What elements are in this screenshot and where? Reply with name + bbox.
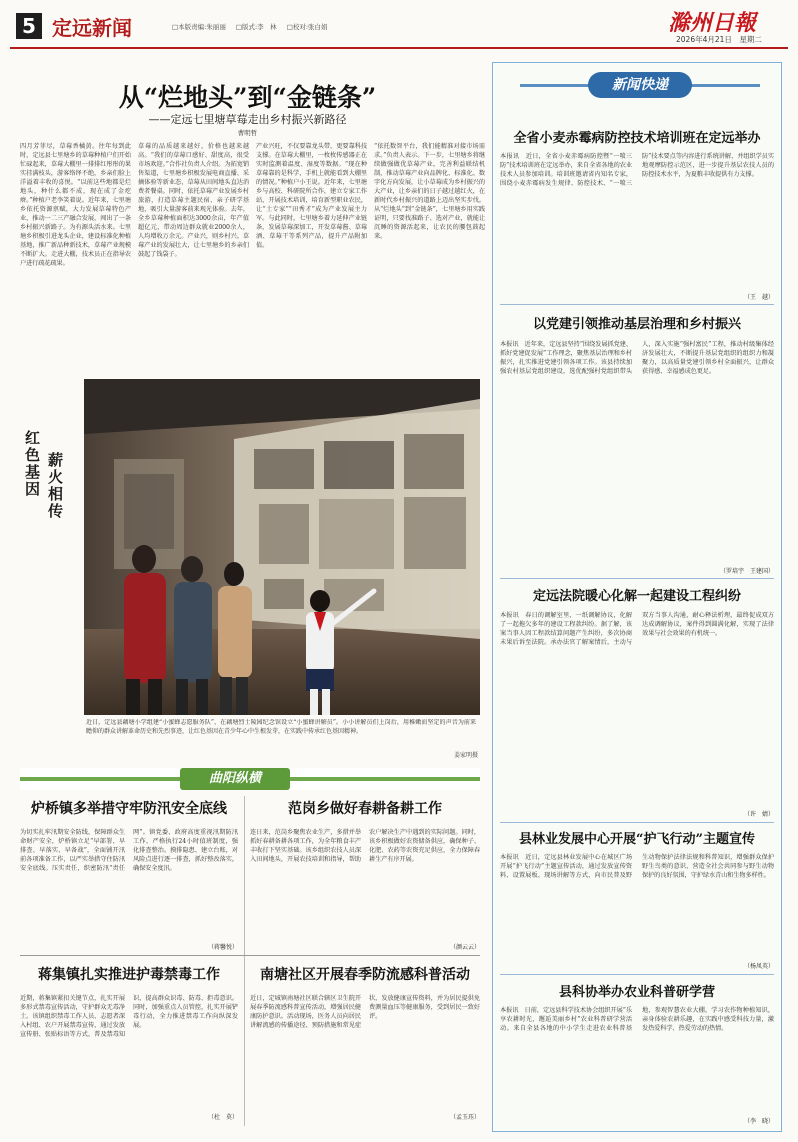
quyang-article-3-author: （杜 莫） <box>207 1114 238 1121</box>
flash-article-5-body: 本报讯 日前，定远县科学技术协会组织开展“乐享农耕时光，邂逅美丽乡村”农业科普研学营活动。来自全县各地的中小学生走进农业科普基地，参观智慧农业大棚，学习农作物种植知识，亲身体验农耕乐趣，在实践中感受科技力量，激发热爱科学、热爱劳动的热情。 <box>500 1007 774 1032</box>
feature-photo <box>84 379 480 715</box>
flash-article-5-author: （李 晓） <box>743 1118 774 1125</box>
photo-vertical-title <box>22 430 64 630</box>
vertical-title-line-2: 薪火相传 <box>46 452 64 520</box>
quyang-article-4-body: 近日，定城镇南塘社区联合辖区卫生院开展春季防流感科普宣传活动，增强居民健康防护意识。活动现场，医务人员向居民讲解流感的传播途径、预防措施和常见症状，发放健康宣传资料，并为居民提供免费测量血压等健康服务，受到居民一致好评。 <box>250 995 480 1029</box>
quyang-article-1-body: 为切实扎牢汛期安全防线，保障群众生命财产安全，炉桥镇立足“早部署、早排查、早落实、早备战”，全面铺开汛前各项准备工作，以严实举措守住防汛安全底线。压实责任，织密防汛“责任网”。镇党委、政府高度重视汛期防汛工作，严格执行24小时值班制度，强化排查整治。摸排隐患、建立台账，对风险点进行逐一排查，抓好整改落实，确保安全度汛。 <box>20 829 238 872</box>
news-flash-banner <box>520 70 760 102</box>
banner-label-box: 曲阳纵横 <box>180 768 290 790</box>
page-number-badge: 5 <box>16 13 42 39</box>
museum-photo-illustration <box>84 379 480 715</box>
lead-column-4: “依托数智平台，我们能精准对接市场需求。”负责人表示。下一步，七里塘乡将继续做强做优草莓产业，完善利益联结机制，推动草莓产业向品牌化、标准化、数字化方向发展，让小草莓成为乡村振兴的大产业，让乡亲们的日子越过越红火，在新时代乡村振兴的道路上迈出坚实步伐。从“烂地头”到“金链条”，七里塘乡用实践证明，只要找准路子、选对产业，就能让沉睡的资源活起来，让农民的腰包鼓起来。 <box>374 143 485 240</box>
layout-credit: □版式:李 林 <box>235 23 277 31</box>
quyang-article-2-title: 范岗乡做好春耕备耕工作 <box>288 801 442 817</box>
lead-column-3: 产业兴旺，不仅要靠龙头带，更要靠科技支撑。在草莓大棚里，一枚枚传感器正在实时监测着温度、湿度等数据。“现在种草莓靠的是科学，手机上就能看到大棚里的情况。”种植户小王说。近年来，七里塘乡与高校、科研院所合作，建立专家工作站，开展技术培训，培育新型职业农民，让“土专家”“田秀才”成为产业发展主力军。与此同时，七里塘乡着力延伸产业链条，发展草莓深加工，开发草莓酱、草莓酒、草莓干等系列产品，提升产品附加值。 <box>256 143 367 249</box>
section-title: 定远新闻 <box>52 16 132 40</box>
quyang-article-4-author: （孟玉珏） <box>449 1114 480 1121</box>
flash-divider <box>500 974 774 975</box>
flash-article-1-author: （王 越） <box>743 294 774 301</box>
flash-article-2-body: 本报讯 近年来，定远县坚持“围绕发展抓党建、抓好党建促发展”工作理念，聚焦基层治理和乡村振兴，扎实推进党建引领各项工作。该县持续加强农村基层党组织建设，选优配强村党组织带头人，深入实施“强村富民”工程，推动村级集体经济发展壮大，不断提升基层党组织的组织力和凝聚力，以高质量党建引领乡村全面振兴，让群众获得感、幸福感成色更足。 <box>500 341 774 375</box>
quyang-article-4-title: 南塘社区开展春季防流感科普活动 <box>260 967 470 983</box>
flash-article-4-body: 本报讯 近日，定远县林业发展中心在城区广场开展“护飞行动”主题宣传活动，通过发放宣传资料、设置展板、现场讲解等方式，向市民普及野生动物保护法律法规和科普知识，增强群众保护野生鸟类的意识，营造全社会共同参与野生动物保护的良好氛围，守护绿水青山和生物多样性。 <box>500 854 774 879</box>
flash-article-2-author: （罗培宇 王建国） <box>719 568 774 575</box>
lead-column-1: 四月芳菲尽，草莓香橘黄。往年每到此时，定远县七里塘乡的草莓种植户们开始忙碌起来，草莓大棚里一排排红彤彤的果实挂满枝头，游客络绎不绝，乡亲们脸上洋溢着丰收的喜悦。“以前这些地都是烂地头，种什么都不成，现在成了金疙瘩。”种植户老李笑着说。近年来，七里塘乡依托资源禀赋，大力发展草莓特色产业，推动一二三产融合发展，闯出了一条乡村振兴新路子。为有源头活水来。七里塘乡积极引进龙头企业，建设标准化种植基地，推广新品种新技术，草莓产业规模不断扩大。走进大棚，技术员正在指导农户进行疏花疏果。 <box>20 143 131 267</box>
flash-article-3-author: （许 婧） <box>743 811 774 818</box>
column-divider <box>244 796 245 1126</box>
flash-article-3-title: 定远法院暖心化解一起建设工程纠纷 <box>532 589 741 604</box>
quyang-article-3-body: 近期，蒋集镇紧扣关键节点，扎实开展多形式禁毒宣传活动，守护群众无毒净土。该镇组织禁毒工作人员、志愿者深入村组、农户开展禁毒宣传，通过发放宣传册、张贴标语等方式，普及禁毒知识，提高群众识毒、防毒、拒毒意识。同时，加强重点人员管控，扎实开展铲毒行动，全力推进禁毒工作向纵深发展。 <box>20 995 238 1038</box>
lead-subheadline: ——定远七里塘草莓走出乡村振兴新路径 <box>148 113 347 126</box>
lead-byline: 曹明哲 <box>237 129 258 137</box>
lead-headline: 从“烂地头”到“金链条” <box>118 83 377 112</box>
page-header <box>0 0 798 50</box>
editor-credits <box>172 22 328 31</box>
photo-caption: 近日，定远县藕塘小学组建“小蜜蜂志愿服务队”，在藕塘烈士陵园纪念馆设立“小蜜蜂讲解员”。小小讲解员们上岗后，用稚嫩而坚定的声音为前来瞻仰的群众讲解革命历史和先烈事迹，让红色基因在青少年心中生根发芽，在实践中传承红色基因精神。 <box>86 719 476 735</box>
quyang-article-2-author: （颜云云） <box>449 944 480 951</box>
quyang-article-1-title: 炉桥镇多举措守牢防汛安全底线 <box>31 801 227 817</box>
vertical-title-line-1: 红色基因 <box>23 430 41 498</box>
flash-article-3-body: 本报讯 春日的调解室里，一纸调解协议，化解了一起拖欠多年的建设工程款纠纷。据了解，该案当事人因工程款结算问题产生纠纷，多次协商未果后诉至法院。承办法官了解案情后，主动与双方当事人沟通，耐心释法析理，最终促成双方达成调解协议，案件得到圆满化解，实现了法律效果与社会效果的有机统一。 <box>500 612 774 646</box>
quyang-article-2-body: 连日来，范岗乡聚焦农业生产，多措并举抓好春耕备耕各项工作，为全年粮食丰产丰收打下坚实基础。该乡组织农技人员深入田间地头，开展农技培训和指导，帮助农户解决生产中遇到的实际问题。同时，该乡积极做好农资储备供应，确保种子、化肥、农药等农资充足供应，全力保障春耕生产有序开展。 <box>250 829 480 863</box>
flash-article-4-author: （杨凤英） <box>743 963 774 970</box>
flash-divider <box>500 304 774 305</box>
newspaper-logo: 滁州日報 <box>668 10 757 36</box>
issue-date: 2026年4月21日 星期二 <box>676 35 762 44</box>
editor-credit: □本版责编:朱丽丽 <box>172 23 226 31</box>
photo-credit: 姜家明摄 <box>453 752 478 759</box>
banner-tag: 新闻快递 <box>588 72 692 98</box>
quyang-banner <box>20 768 480 790</box>
quyang-article-3-title: 蒋集镇扎实推进护毒禁毒工作 <box>38 967 220 983</box>
proofread-credit: □校对:张白娟 <box>286 23 328 31</box>
flash-divider <box>500 822 774 823</box>
flash-article-2-title: 以党建引领推动基层治理和乡村振兴 <box>532 317 741 332</box>
lead-column-2: 草莓的品质越来越好，价格也越来越高。“我们的草莓口感好、甜度高，很受市场欢迎。”合作社负责人介绍。为拓宽销售渠道，七里塘乡积极发展电商直播、采摘体验等新业态，草莓从田间地头直达消费者餐桌。同时，依托草莓产业发展乡村旅游，打造草莓主题民宿、亲子研学基地，吸引大量游客前来观光体验。去年，全乡草莓种植面积达3000余亩，年产值超亿元，带动周边群众就业2000余人，人均增收万余元。产业兴，则乡村兴。草莓产业的发展壮大，让七里塘乡的乡亲们鼓起了钱袋子。 <box>138 143 249 258</box>
header-rule <box>10 47 788 49</box>
flash-article-1-title: 全省小麦赤霉病防控技术培训班在定远举办 <box>513 131 761 146</box>
flash-divider <box>500 578 774 579</box>
flash-article-5-title: 县科协举办农业科普研学营 <box>558 985 715 1000</box>
quyang-article-1-author: （蒋馨悦） <box>207 944 238 951</box>
flash-article-1-body: 本报讯 近日，全省小麦赤霉病防控暨“一喷三防”技术培训班在定远举办，来自全省各地的农业技术人员参加培训。培训班邀请省内知名专家，围绕小麦赤霉病发生规律、防控技术、“一喷三防”技术要点等内容进行系统讲解，并组织学员实地观摩防控示范区，进一步提升基层农技人员的防控技术水平，为夏粮丰收提供有力支撑。 <box>500 153 774 187</box>
flash-article-4-title: 县林业发展中心开展“护飞行动”主题宣传 <box>519 832 755 847</box>
section-divider <box>20 955 480 956</box>
